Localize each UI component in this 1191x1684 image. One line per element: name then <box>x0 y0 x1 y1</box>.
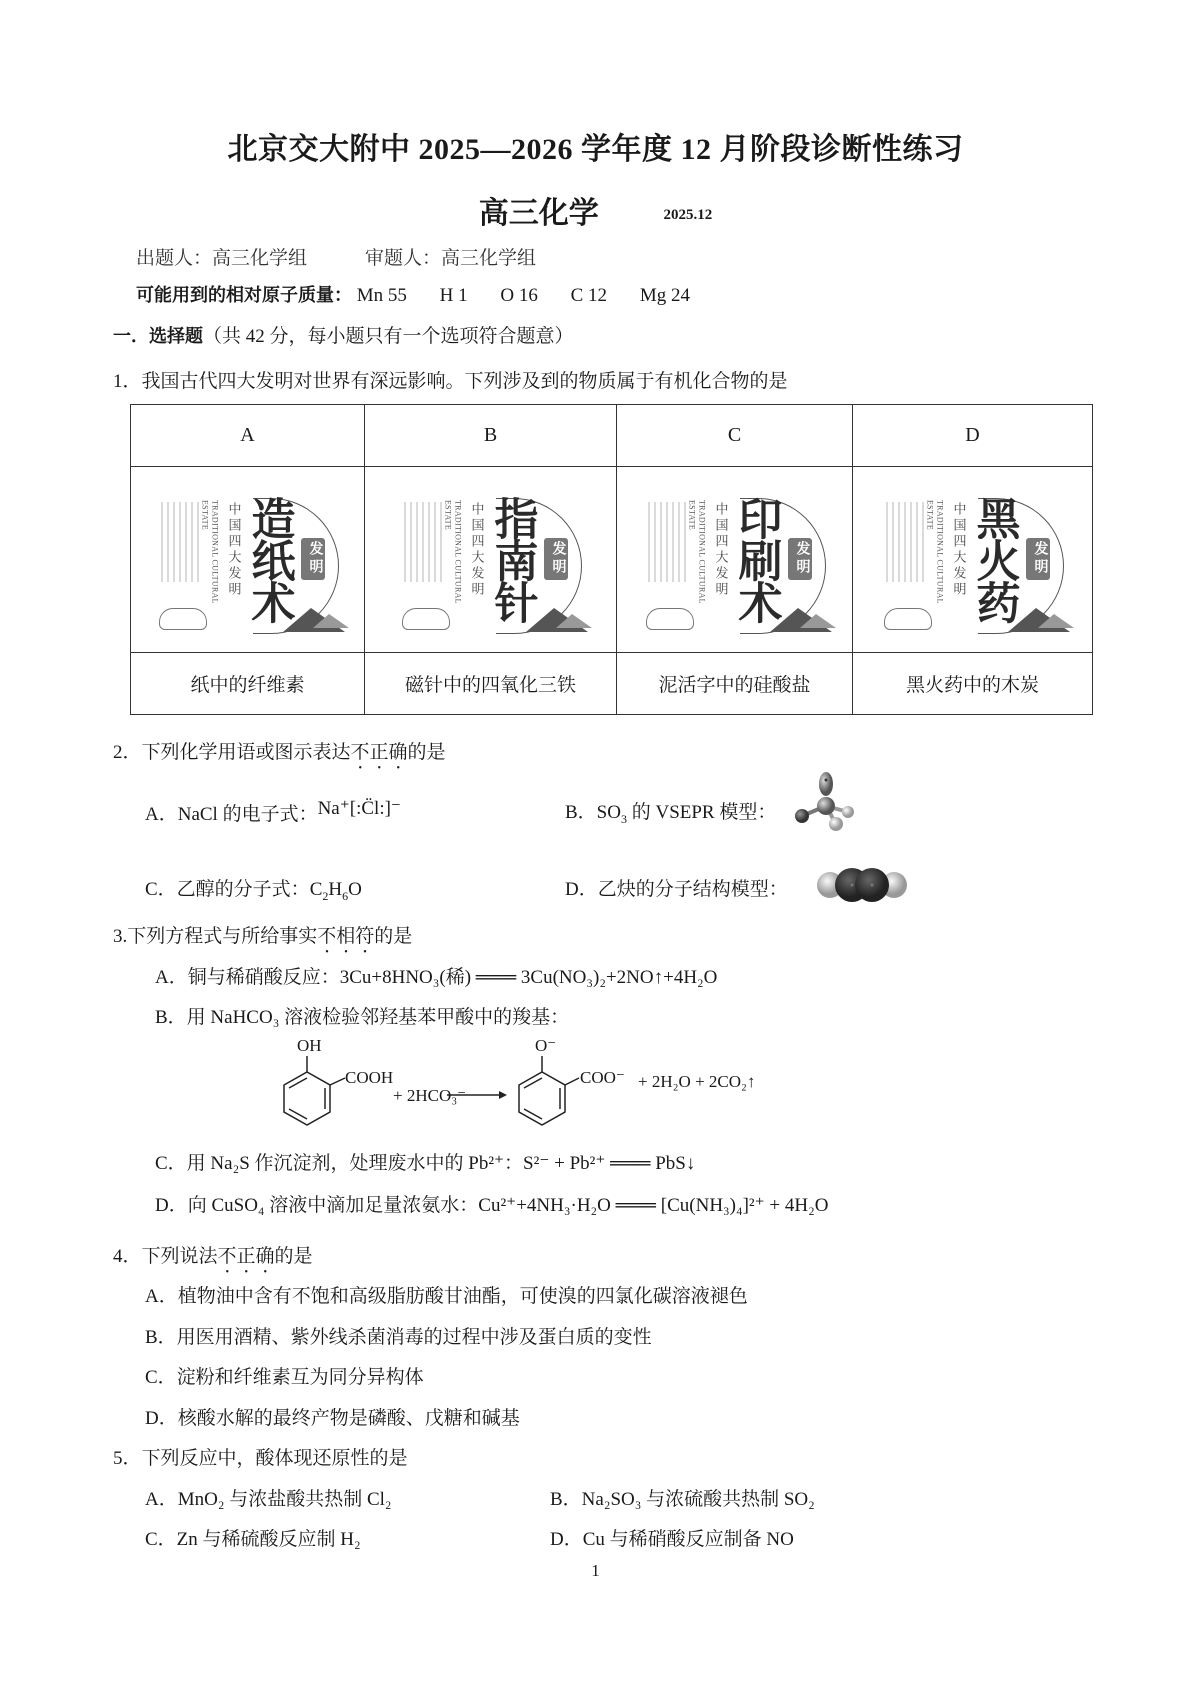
option-b-header: B <box>365 405 617 467</box>
hydroxyl-group: OH <box>297 1036 322 1055</box>
printing-poster-image: ESTATE TRADITIONAL CULTURAL 中国四大发明 印刷术 发明 <box>640 480 830 640</box>
question-1-stem: 1．我国古代四大发明对世界有深远影响。下列涉及到的物质属于有机化合物的是 <box>113 371 788 392</box>
question-5-stem: 5．下列反应中，酸体现还原性的是 <box>113 1448 408 1469</box>
mass-item: H 1 <box>439 285 468 306</box>
carboxyl-group: COOH <box>345 1068 394 1087</box>
q3-option-d: D．向 CuSO₄ 溶液中滴加足量浓氨水：Cu²⁺+4NH₃·H₂O ═══ [Cu(NH₃)₄]²⁺ + 4H₂O <box>155 1195 829 1216</box>
subject-line <box>0 188 1191 232</box>
compass-poster-image: ESTATE TRADITIONAL CULTURAL 中国四大发明 指南针 发明 <box>396 480 586 640</box>
inventions-table <box>130 404 1093 715</box>
masses-label: 可能用到的相对原子质量： <box>136 285 352 306</box>
question-2-stem: 2．下列化学用语或图示表达不正确的是 <box>113 742 446 763</box>
q5-option-b: B．Na₂SO₃ 与浓硫酸共热制 SO₂ <box>550 1489 815 1510</box>
section-heading <box>113 321 574 348</box>
cloud-icon <box>402 608 450 630</box>
reagent-bicarbonate: + 2HCO₃⁻ <box>393 1086 467 1105</box>
emphasis-not-correct: 不正确 <box>350 742 408 763</box>
q2-option-b: B．$SO_3$ 的 VSEPR 模型： <box>565 802 777 826</box>
emphasis-not-match: 不相符 <box>317 926 375 947</box>
acetylene-model-image <box>816 867 908 903</box>
option-a-header: A <box>131 405 365 467</box>
poster-cell-d <box>853 467 1093 653</box>
poster-cell-c <box>617 467 853 653</box>
papermaking-poster-image: ESTATE TRADITIONAL CULTURAL 中国四大发明 造纸术 发明 <box>153 480 343 640</box>
nacl-electron-formula: Na⁺[:C̈l:]⁻ <box>317 798 401 819</box>
poster-cell-b <box>365 467 617 653</box>
q3-option-c: C．用 Na₂S 作沉淀剂，处理废水中的 Pb²⁺：S²⁻ + Pb²⁺ ═══ PbS↓ <box>155 1153 696 1174</box>
q2-option-d: D．乙炔的分子结构模型： <box>565 879 788 900</box>
setter-label: 出题人：高三化学组 <box>136 248 308 269</box>
option-c-caption: 泥活字中的硅酸盐 <box>617 653 853 715</box>
option-a-caption: 纸中的纤维素 <box>131 653 365 715</box>
q5-option-a: A．MnO₂ 与浓盐酸共热制 Cl₂ <box>145 1489 392 1510</box>
option-c-header: C <box>617 405 853 467</box>
section-title: 一．选择题 <box>113 326 203 347</box>
q2-option-c: C．乙醇的分子式：$C_2H_6O$ <box>145 879 362 903</box>
poster-cell-a <box>131 467 365 653</box>
q4-option-b: B．用医用酒精、紫外线杀菌消毒的过程中涉及蛋白质的变性 <box>145 1327 652 1348</box>
reviewer-label: 审题人：高三化学组 <box>365 248 537 269</box>
setter-line <box>136 243 536 270</box>
section-note: （共 42 分，每小题只有一个选项符合题意） <box>203 326 574 347</box>
q5-option-d: D．Cu 与稀硝酸反应制备 NO <box>550 1529 794 1550</box>
cloud-icon <box>159 608 207 630</box>
phenoxide-group: O⁻ <box>535 1036 557 1055</box>
q5-option-c: C．Zn 与稀硫酸反应制 H₂ <box>145 1529 361 1550</box>
exam-date: 2025.12 <box>663 207 713 223</box>
salicylic-acid-reaction-diagram <box>255 1036 775 1150</box>
q2-option-a: A．NaCl 的电子式：Na⁺[:C̈l:]⁻ <box>145 798 401 825</box>
reaction-products: + 2H₂O + 2CO₂↑ <box>638 1072 756 1091</box>
subject-title: 高三化学 <box>478 197 599 230</box>
q4-option-a: A．植物油中含有不饱和高级脂肪酸甘油酯，可使溴的四氯化碳溶液褪色 <box>145 1286 748 1307</box>
cloud-icon <box>646 608 694 630</box>
mass-item: C 12 <box>570 285 608 306</box>
carboxylate-group: COO⁻ <box>580 1068 625 1087</box>
emphasis-not-correct: 不正确 <box>217 1246 275 1267</box>
cloud-icon <box>884 608 932 630</box>
vsepr-model-image <box>790 770 860 834</box>
atomic-masses <box>136 281 718 307</box>
option-d-caption: 黑火药中的木炭 <box>853 653 1093 715</box>
mass-item: Mn 55 <box>356 285 407 306</box>
option-b-caption: 磁针中的四氧化三铁 <box>365 653 617 715</box>
gunpowder-poster-image: ESTATE TRADITIONAL CULTURAL 中国四大发明 黑火药 发明 <box>878 480 1068 640</box>
question-3-stem: 3.下列方程式与所给事实不相符的是 <box>113 926 413 947</box>
q3-option-b: B．用 NaHCO₃ 溶液检验邻羟基苯甲酸中的羧基： <box>155 1007 570 1028</box>
exam-title: 北京交大附中 2025—2026 学年度 12 月阶段诊断性练习 <box>227 133 964 166</box>
question-4-stem: 4．下列说法不正确的是 <box>113 1246 313 1267</box>
page-number: 1 <box>591 1561 600 1580</box>
mass-item: Mg 24 <box>639 285 690 306</box>
q4-option-c: C．淀粉和纤维素互为同分异构体 <box>145 1367 424 1388</box>
option-d-header: D <box>853 405 1093 467</box>
mass-item: O 16 <box>500 285 538 306</box>
q4-option-d: D．核酸水解的最终产物是磷酸、戊糖和碱基 <box>145 1408 520 1429</box>
q3-option-a: A．铜与稀硝酸反应：3Cu+8HNO₃(稀) ═══ 3Cu(NO₃)₂+2NO↑+4H₂O <box>155 967 718 988</box>
